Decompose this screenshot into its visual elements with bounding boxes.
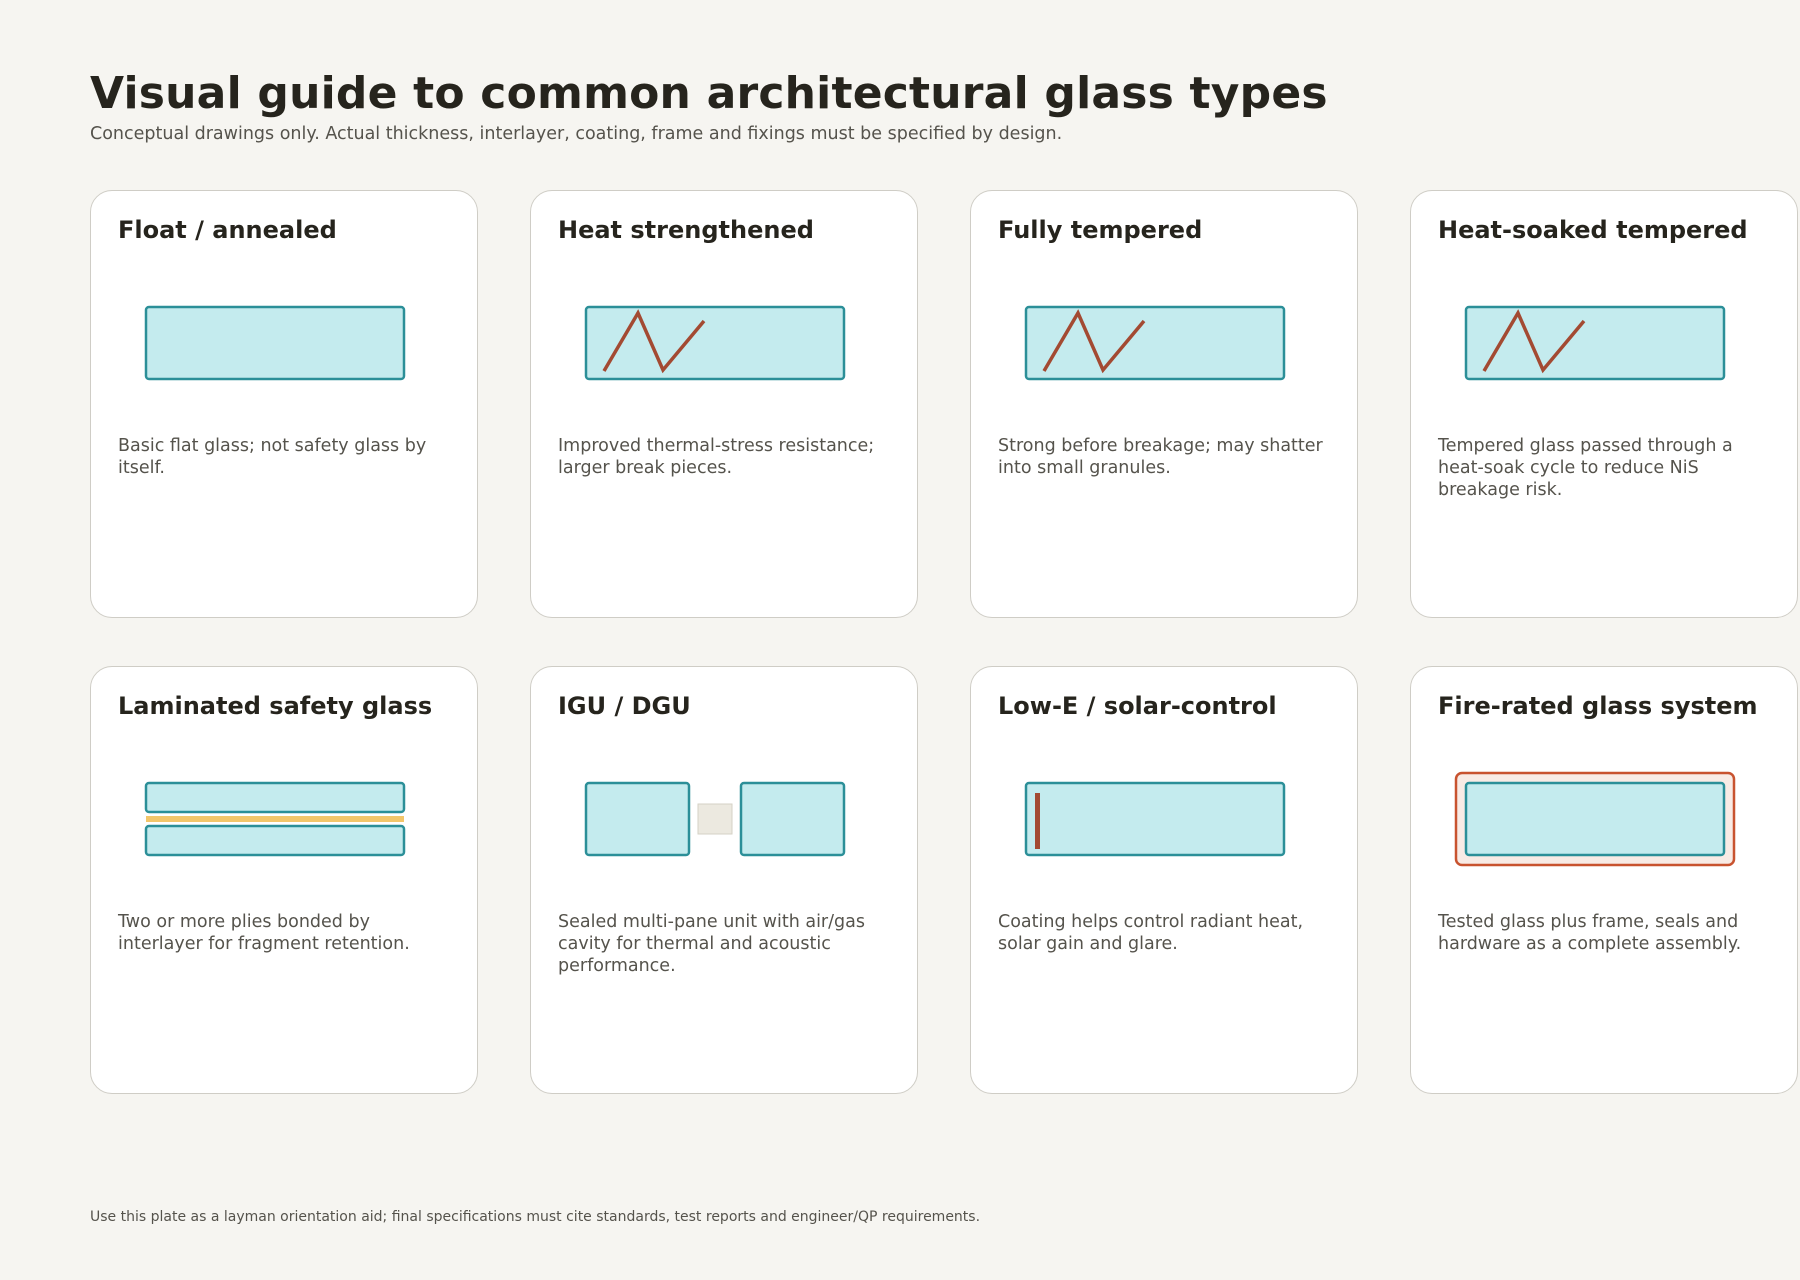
card-heat-strengthened [530,190,918,618]
fire-rated-glass-icon [1411,767,1799,887]
card-description: Sealed multi-pane unit with air/gas cavity for thermal and acoustic performance. [558,912,865,976]
heat-soaked-glass-icon [1411,291,1799,411]
heat-strengthened-glass-icon [531,291,919,411]
page-title: Visual guide to common architectural glass types [90,68,1328,119]
card-description: Improved thermal-stress resistance; larger break pieces. [558,436,875,478]
card-low-e-solar-control [970,666,1358,1094]
card-description: Two or more plies bonded by interlayer for fragment retention. [118,912,410,954]
card-title: Fire-rated glass system [1438,692,1758,720]
tempered-glass-icon [971,291,1359,411]
card-title: IGU / DGU [558,692,691,720]
card-fully-tempered [970,190,1358,618]
card-float-annealed [90,190,478,618]
card-title: Fully tempered [998,216,1203,244]
card-description: Coating helps control radiant heat, solar gain and glare. [998,912,1304,954]
footer-note: Use this plate as a layman orientation aid; final specifications must cite standards, test reports and engineer/QP requirements. [90,1209,981,1225]
card-laminated-safety-glass [90,666,478,1094]
card-title: Heat strengthened [558,216,814,244]
card-description: Tested glass plus frame, seals and hardware as a complete assembly. [1438,912,1742,954]
laminated-glass-icon [91,767,479,887]
float-glass-icon [91,291,479,411]
card-description: Basic flat glass; not safety glass by itself. [118,436,427,478]
page-subtitle: Conceptual drawings only. Actual thickness, interlayer, coating, frame and fixings must be specified by design. [90,124,1063,144]
card-title: Float / annealed [118,216,337,244]
card-description: Tempered glass passed through a heat-soak cycle to reduce NiS breakage risk. [1438,436,1733,500]
card-heat-soaked-tempered [1410,190,1798,618]
card-title: Laminated safety glass [118,692,433,720]
low-e-glass-icon [971,767,1359,887]
igu-glass-icon [531,767,919,887]
card-title: Low-E / solar-control [998,692,1277,720]
card-title: Heat-soaked tempered [1438,216,1748,244]
card-description: Strong before breakage; may shatter into small granules. [998,436,1323,478]
card-fire-rated-glass-system [1410,666,1798,1094]
card-igu-dgu [530,666,918,1094]
